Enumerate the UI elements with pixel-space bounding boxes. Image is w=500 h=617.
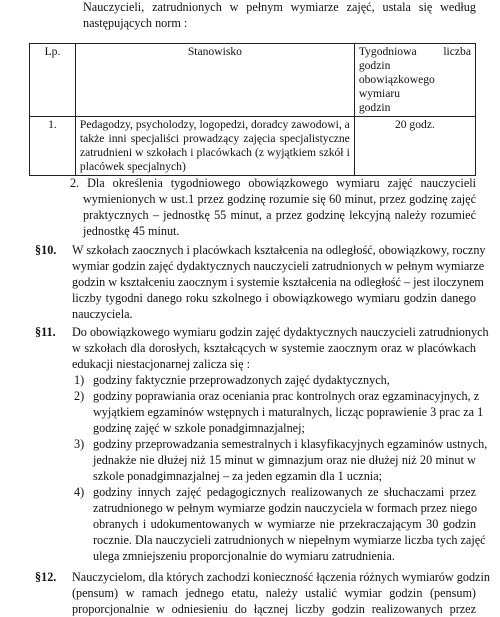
section-11-label: §11. bbox=[35, 325, 56, 339]
header-wymiar-line-1: Tygodniowa liczba godzin bbox=[358, 45, 471, 72]
s12-line-3: proporcjonalnie w odniesieniu do łącznej liczby godzin realizowanych przez bbox=[72, 602, 476, 616]
item-4-line-3: obranych i udokumentowanych w wymiarze nie przekraczającym 30 godzin bbox=[93, 517, 476, 531]
item-1-number: 1) bbox=[74, 373, 85, 387]
s11-line-1: Do obowiązkowego wymiaru godzin zajęć dydaktycznych nauczycieli zatrudnionych bbox=[72, 325, 489, 339]
row-stanowisko-line-1: Pedagodzy, psycholodzy, logopedzi, doradcy zawodowi, a bbox=[79, 118, 350, 131]
s12-line-1: Nauczycielom, dla których zachodzi konieczność łączenia różnych wymiarów godzin bbox=[72, 570, 490, 584]
item-2-line-2: wyjątkiem egzaminów wstępnych i maturalnych, licząc poprawienie 3 prac za 1 bbox=[93, 405, 484, 419]
item-2-line-3: godzinę zajęć w szkole ponadgimnazjalnej; bbox=[93, 421, 305, 435]
s10-line-4: liczby tygodni danego roku szkolnego i obowiązkowego wymiaru godzin danego bbox=[72, 291, 476, 305]
intro-line-2: następujących norm : bbox=[83, 16, 188, 30]
s10-line-2: wymiar godzin zajęć dydaktycznych nauczycieli zatrudnionych w pełnym wymiarze bbox=[72, 259, 485, 273]
header-wymiar-line-2: obowiązkowego wymiaru bbox=[358, 73, 435, 100]
header-stanowisko: Stanowisko bbox=[75, 44, 354, 117]
item-2-line-1: godziny poprawiania oraz oceniania prac kontrolnych oraz egzaminacyjnych, z bbox=[93, 389, 480, 403]
header-lp: Lp. bbox=[30, 44, 76, 117]
item-4-line-4: rocznie. Dla nauczycieli zatrudnionych w niepełnym wymiarze liczba tych zajęć bbox=[93, 533, 486, 547]
table-header-row bbox=[30, 44, 476, 117]
item-1-line-1: godziny faktycznie przeprowadzonych zajęć dydaktycznych, bbox=[93, 373, 390, 387]
s11-line-2: w szkołach dla dorosłych, kształcących w systemie zaocznym oraz w placówkach bbox=[72, 341, 476, 355]
p2-line-3: praktycznych – jednostkę 55 minut, a przez godzinę lekcyjną należy rozumieć bbox=[83, 208, 476, 222]
row-lp: 1. bbox=[30, 117, 76, 176]
section-10-label: §10. bbox=[35, 243, 57, 257]
item-4-number: 4) bbox=[74, 485, 85, 499]
table-row bbox=[30, 117, 476, 176]
row-stanowisko-line-2: także inni specjaliści prowadzący zajęcia specjalistyczne bbox=[79, 132, 350, 145]
row-wymiar: 20 godz. bbox=[354, 117, 475, 176]
s10-line-3: godzin w kształceniu zaocznym i systemie kształcenia na odległość – jest iloczynem bbox=[72, 275, 484, 289]
item-3-number: 3) bbox=[74, 437, 85, 451]
intro-line-1: Nauczycieli, zatrudnionych w pełnym wymiarze zajęć, ustala się według bbox=[83, 0, 476, 14]
row-stanowisko-line-3: zatrudnieni w szkołach i placówkach (z wyjątkiem szkół i bbox=[79, 146, 350, 159]
p2-line-1: 2. Dla określenia tygodniowego obowiązkowego wymiaru zajęć nauczycieli bbox=[70, 176, 476, 190]
row-stanowisko-line-4: placówek specjalnych) bbox=[79, 160, 186, 173]
item-4-line-1: godziny innych zajęć pedagogicznych realizowanych ze słuchaczami przez bbox=[93, 485, 476, 499]
header-wymiar-line-3: godzin bbox=[358, 101, 391, 114]
header-wymiar bbox=[354, 44, 475, 117]
p2-line-4: jednostkę 45 minut. bbox=[83, 224, 180, 238]
item-4-line-5: ulega zmniejszeniu proporcjonalnie do wymiaru zatrudnienia. bbox=[93, 549, 395, 563]
p2-line-2: wymienionych w ust.1 przez godzinę rozumie się 60 minut, przez godzinę zajęć bbox=[83, 192, 476, 206]
item-3-line-3: szkole ponadgimnazjalnej – za jeden egzamin dla 1 ucznia; bbox=[93, 469, 382, 483]
s10-line-5: nauczyciela. bbox=[72, 307, 133, 321]
section-12-label: §12. bbox=[35, 570, 57, 584]
item-4-line-2: zatrudnionego w pełnym wymiarze godzin nauczyciela w formach przez niego bbox=[93, 501, 478, 515]
item-2-number: 2) bbox=[74, 389, 85, 403]
item-3-line-1: godziny przeprowadzania semestralnych i klasyfikacyjnych egzaminów ustnych, bbox=[93, 437, 488, 451]
item-3-line-2: jednakże nie dłużej niż 15 minut w gimnazjum oraz nie dłużej niż 20 minut w bbox=[93, 453, 476, 467]
row-stanowisko bbox=[75, 117, 354, 176]
s11-line-3: edukacji niestacjonarnej zalicza się : bbox=[72, 357, 250, 371]
s10-line-1: W szkołach zaocznych i placówkach kształcenia na odległość, obowiązkowy, roczny bbox=[72, 243, 486, 257]
norms-table bbox=[29, 43, 476, 176]
s12-line-2: (pensum) w ramach jednego etatu, należy ustalić wymiar godzin (pensum) bbox=[72, 586, 476, 600]
